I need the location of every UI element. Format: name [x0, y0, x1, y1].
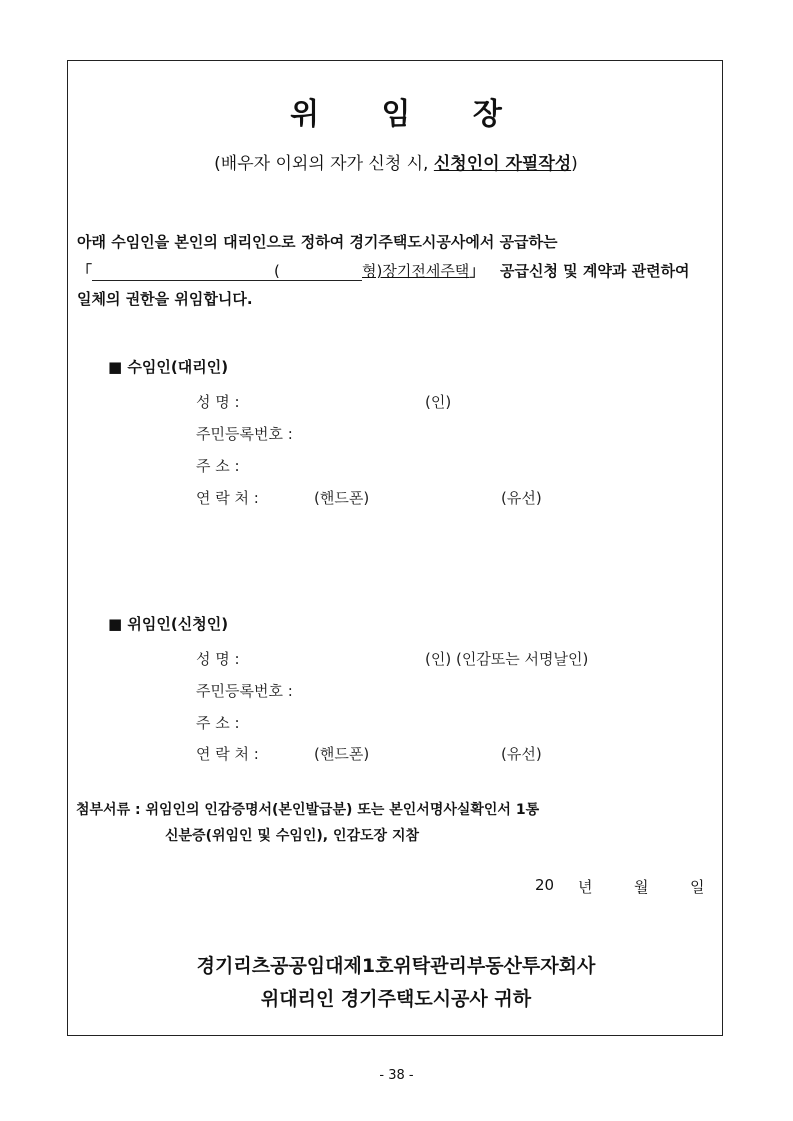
date-year: 20 [535, 876, 555, 894]
housing-bracket-close: 」 [469, 262, 485, 280]
document-subtitle [68, 149, 724, 174]
agent-mobile-label: (핸드폰) [314, 489, 370, 507]
agent-contact-label: 연 락 처 : [196, 489, 259, 507]
delegator-mobile-label: (핸드폰) [314, 745, 370, 763]
delegator-seal-note: (인) (인감또는 서명날인) [425, 650, 589, 668]
attachments-line-1: 첨부서류 : 위임인의 인감증명서(본인발급분) 또는 본인서명사실확인서 1통 [76, 802, 540, 818]
proxy-form [67, 60, 723, 1036]
intro-line-1: 아래 수임인을 본인의 대리인으로 정하여 경기주택도시공사에서 공급하는 [77, 233, 558, 251]
page-number: - 38 - [379, 1068, 414, 1083]
delegator-heading: ■ 위임인(신청인) [108, 615, 229, 633]
subtitle-prefix: (배우자 이외의 자가 신청 시, [214, 154, 429, 174]
agent-landline-label: (유선) [501, 489, 542, 507]
issuer-line-2: 위대리인 경기주택도시공사 귀하 [260, 988, 532, 1010]
date-year-unit: 년 [578, 878, 593, 896]
agent-name-label: 성 명 : [196, 393, 240, 411]
housing-type-label: 형)장기전세주택 [362, 262, 470, 280]
subtitle-suffix: ) [571, 154, 578, 174]
intro-line-2 [77, 260, 690, 281]
intro-line-3: 일체의 권한을 위임합니다. [77, 290, 253, 308]
delegator-id-label: 주민등록번호 : [196, 682, 293, 700]
agent-address-label: 주 소 : [196, 457, 240, 475]
delegator-landline-label: (유선) [501, 745, 542, 763]
delegator-name-label: 성 명 : [196, 650, 240, 668]
delegator-address-label: 주 소 : [196, 714, 240, 732]
type-paren: ( [274, 262, 288, 281]
date-month-unit: 월 [634, 878, 649, 896]
date-day-unit: 일 [690, 878, 705, 896]
subtitle-emphasis: 신청인이 자필작성 [433, 154, 572, 174]
attachments-line-2: 신분증(위임인 및 수임인), 인감도장 지참 [165, 828, 419, 844]
issuer-line-1: 경기리츠공공임대제1호위탁관리부동산투자회사 [196, 955, 596, 977]
agent-heading: ■ 수임인(대리인) [108, 358, 229, 376]
delegator-contact-label: 연 락 처 : [196, 745, 259, 763]
agent-id-label: 주민등록번호 : [196, 425, 293, 443]
housing-type-blank[interactable] [288, 262, 362, 281]
document-title: 위 임 장 [290, 97, 528, 132]
housing-name-blank[interactable] [92, 262, 274, 281]
housing-bracket-open: 「 [77, 262, 93, 280]
intro-line-2-rest: 공급신청 및 계약과 관련하여 [500, 262, 690, 280]
agent-seal-note: (인) [425, 393, 452, 411]
date-line [68, 876, 724, 898]
